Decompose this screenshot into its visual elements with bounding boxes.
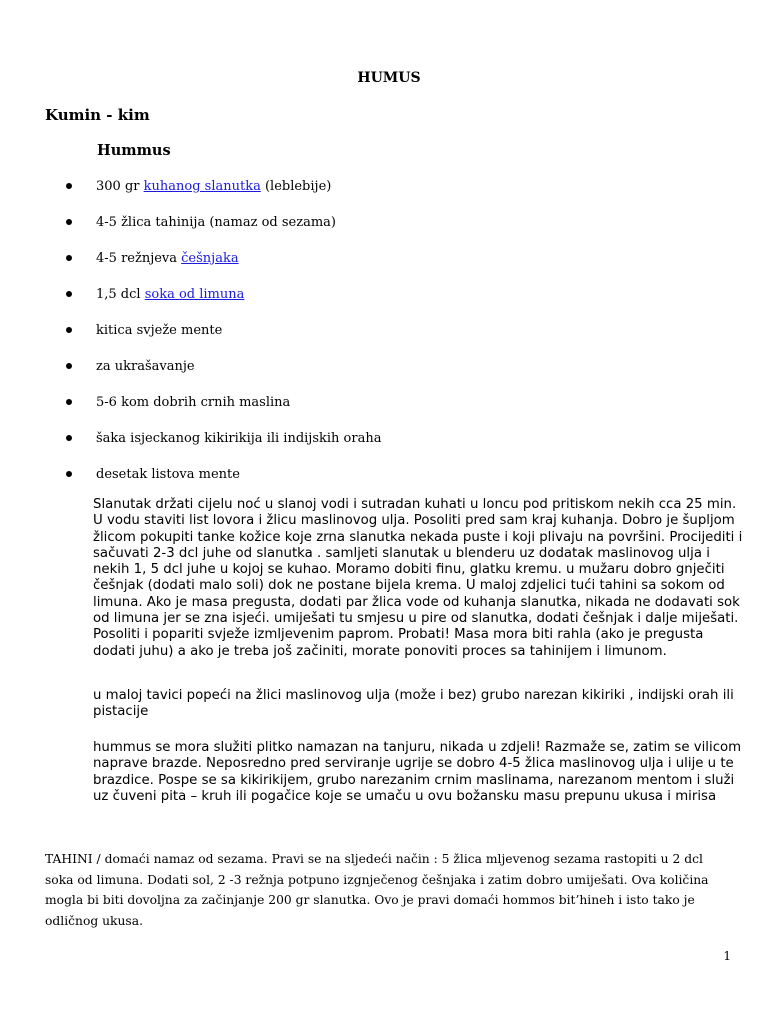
ingredient-link[interactable]: soka od limuna [144, 287, 245, 302]
serving-paragraph: hummus se mora služiti plitko namazan na tanjuru, nikada u zdjeli! Razmaže se, zatim se vilicom naprave brazde. Neposredno pred serviranje ugrije se dobro 4-5 žlica maslinovog ulja i ulije u te brazdice. Pospe se sa kikirikijem, grubo narezanim crnim maslinama, narezanom mentom i služi uz čuveni pita – kruh ili pogačice koje se umaču u ovu božansku masu prepunu ukusa i mirisa [93, 740, 742, 804]
ingredient-link[interactable]: češnjaka [181, 251, 239, 266]
document-title: HUMUS [357, 70, 421, 86]
ingredient-text: 4-5 režnjeva češnjaka [96, 251, 239, 266]
list-item [0, 430, 768, 466]
ingredient-text: šaka isjeckanog kikirikija ili indijskih oraha [96, 431, 382, 446]
recipe-heading: Hummus [97, 142, 171, 159]
bullet-icon [66, 219, 72, 225]
list-item [0, 322, 768, 358]
bullet-icon [66, 291, 72, 297]
instructions-paragraph: Slanutak držati cijelu noć u slanoj vodi i sutradan kuhati u loncu pod pritiskom nekih cca 25 min. U vodu staviti list lovora i žlicu maslinovog ulja. Posoliti pred sam kraj kuhanja. Dobro je šupljom žlicom pokupiti tanke kožice koje zrna slanutka nekada puste i koji plivaju na površini. Procijediti i sačuvati 2-3 dcl juhe od slanutka . samljeti slanutak u blenderu uz dodatak maslinovog ulja i nekih 1, 5 dcl juhe u kojoj se kuhao. Moramo dobiti finu, glatku kremu. u mužaru dobro gnječiti češnjak (dodati malo soli) dok ne postane bijela krema. U maloj zdjelici tući tahini sa sokom od limuna. Ako je masa pregusta, dodati par žlica vode od kuhanja slanutka, nikada ne dodavati sok od limuna jer se zna isjeći. umiješati tu smjesu u pire od slanutka, dodati češnjak i dalje miješati. Posoliti i popariti svježe izmljevenim paprom. Probati! Masa mora biti rahla (ako je pregusta dodati juhu) a ako je treba još začiniti, morate ponoviti proces sa tahinijem i limunom. [93, 497, 743, 659]
list-item [0, 250, 768, 286]
ingredient-list [0, 178, 768, 502]
ingredient-text: 1,5 dcl soka od limuna [96, 287, 245, 302]
bullet-icon [66, 399, 72, 405]
list-item [0, 358, 768, 394]
document-subtitle: Kumin - kim [45, 106, 150, 124]
ingredient-text: 300 gr kuhanog slanutka (leblebije) [96, 179, 332, 194]
ingredient-text: 5-6 kom dobrih crnih maslina [96, 395, 291, 410]
list-item [0, 286, 768, 322]
list-item [0, 214, 768, 250]
bullet-icon [66, 327, 72, 333]
list-item [0, 178, 768, 214]
ingredient-text: za ukrašavanje [96, 359, 195, 374]
tahini-note: TAHINI / domaći namaz od sezama. Pravi se na sljedeći način : 5 žlica mljevenog sezama rastopiti u 2 dcl soka od limuna. Dodati sol, 2 -3 režnja potpuno izgnječenog češnjaka i zatim dobro umiješati. Ova količina mogla bi biti dovoljna za začinjanje 200 gr slanutka. Ovo je pravi domaći hommos bit’hineh i isto tako je odličnog ukusa. [45, 852, 709, 928]
ingredient-text: 4-5 žlica tahinija (namaz od sezama) [96, 215, 336, 230]
page-number: 1 [723, 949, 731, 963]
bullet-icon [66, 183, 72, 189]
nuts-paragraph: u maloj tavici popeći na žlici maslinovog ulja (može i bez) grubo narezan kikiriki , indijski orah ili pistacije [93, 688, 734, 720]
bullet-icon [66, 255, 72, 261]
ingredient-text: kitica svježe mente [96, 323, 223, 338]
bullet-icon [66, 435, 72, 441]
ingredient-text: desetak listova mente [96, 467, 240, 482]
ingredient-link[interactable]: kuhanog slanutka [143, 179, 261, 194]
bullet-icon [66, 471, 72, 477]
list-item [0, 394, 768, 430]
bullet-icon [66, 363, 72, 369]
